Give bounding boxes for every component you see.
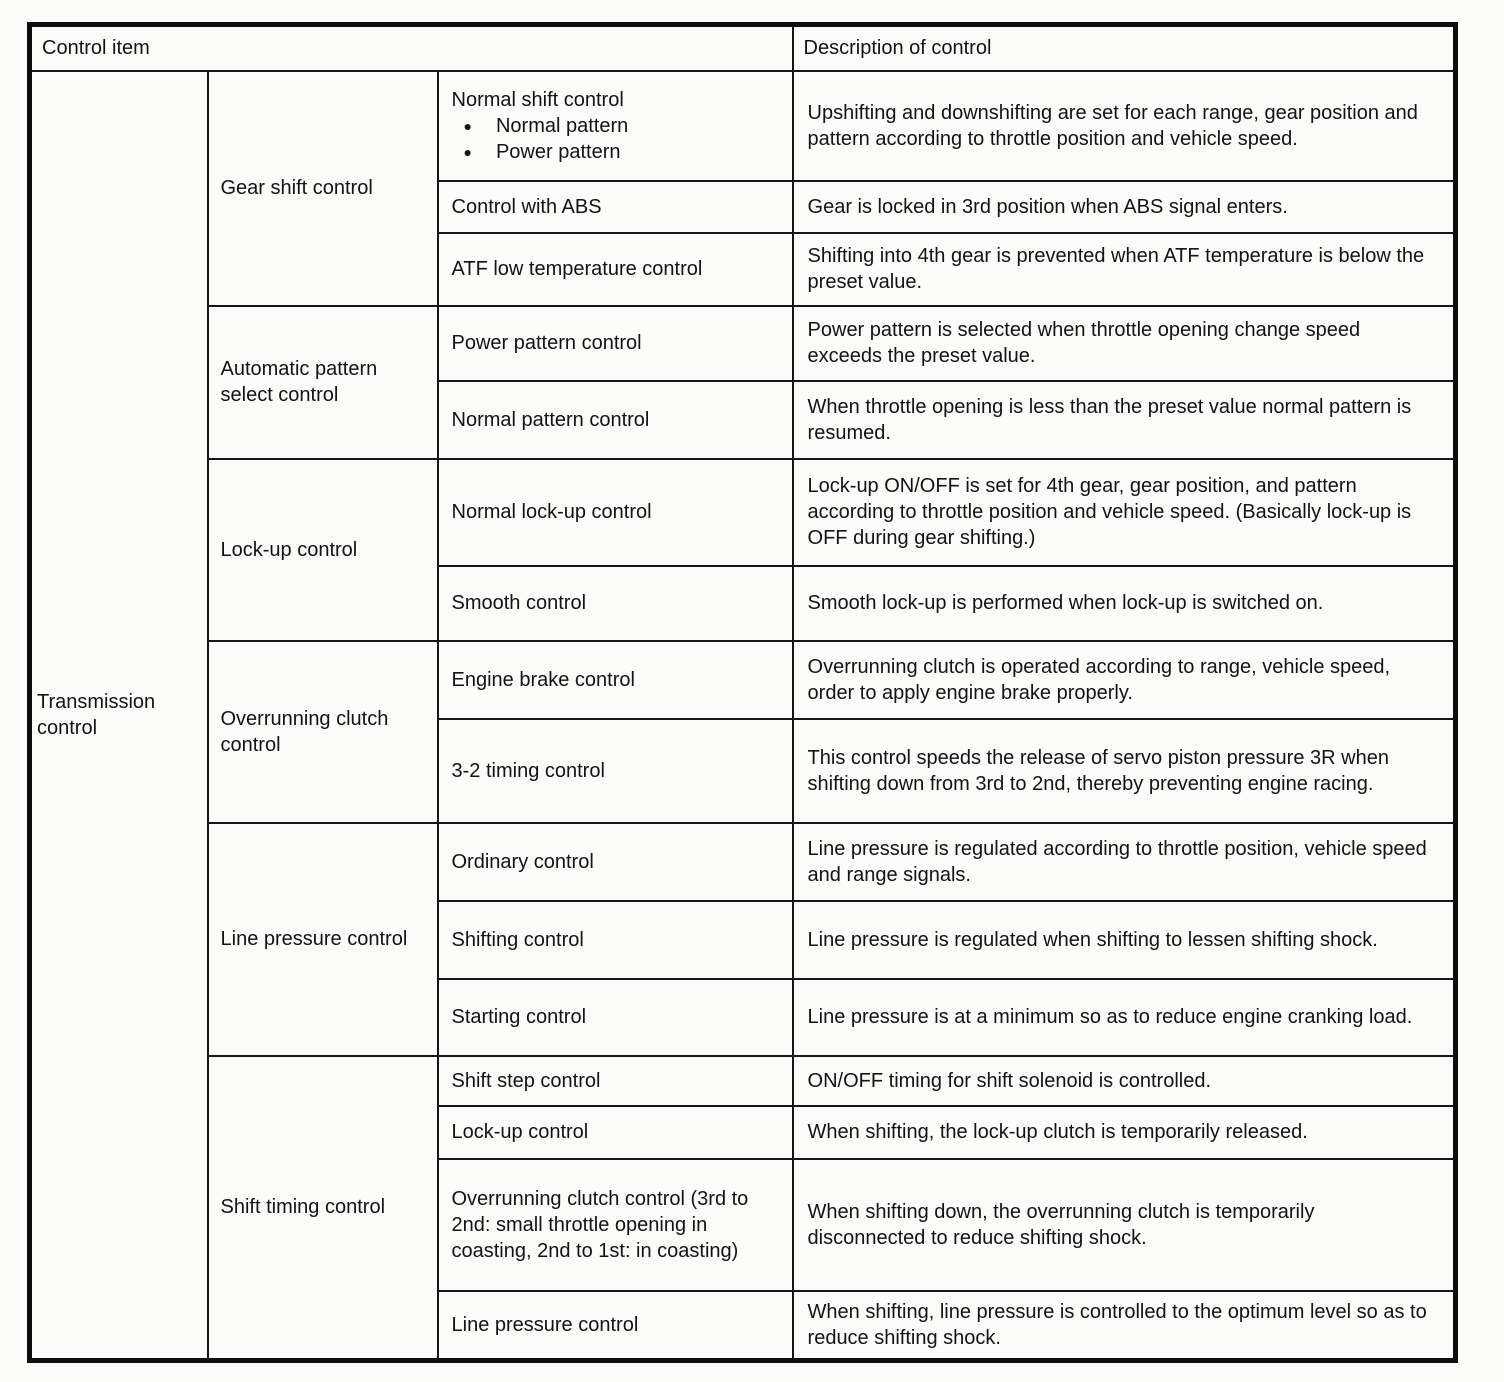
bullet-item-power-pattern [464,139,782,165]
cell-control-lock-up-timing: Lock-up control [438,1106,793,1159]
cell-control-3-2-timing: 3-2 timing control [438,719,793,823]
cell-description: When shifting, the lock-up clutch is temporarily released. [793,1106,1456,1159]
header-description-of-control: Description of control [793,25,1456,71]
header-row [30,25,1456,71]
cell-description: When shifting, line pressure is controlled to the optimum level so as to reduce shifting shock. [793,1291,1456,1361]
table-row [30,641,1456,719]
cell-description: Line pressure is at a minimum so as to reduce engine cranking load. [793,979,1456,1056]
cell-control-normal-pattern: Normal pattern control [438,381,793,459]
table-row [30,823,1456,901]
table-row [30,71,1456,181]
cell-control-shift-step: Shift step control [438,1056,793,1106]
bullet-label: Power pattern [495,140,621,163]
cell-description: Gear is locked in 3rd position when ABS signal enters. [793,181,1456,233]
cell-control-shifting: Shifting control [438,901,793,979]
cell-description: Line pressure is regulated when shifting to lessen shifting shock. [793,901,1456,979]
cell-control-atf-low-temp: ATF low temperature control [438,233,793,306]
cell-group-shift-timing: Shift timing control [208,1056,438,1361]
cell-description: Shifting into 4th gear is prevented when ATF temperature is below the preset value. [793,233,1456,306]
header-control-item: Control item [30,25,793,71]
cell-group-overrunning-clutch: Overrunning clutch control [208,641,438,823]
cell-description: Power pattern is selected when throttle opening change speed exceeds the preset value. [793,306,1456,381]
cell-control-normal-shift [438,71,793,181]
cell-description: ON/OFF timing for shift solenoid is controlled. [793,1056,1456,1106]
cell-control-ordinary: Ordinary control [438,823,793,901]
cell-description: This control speeds the release of servo piston pressure 3R when shifting down from 3rd to 2nd, thereby preventing engine racing. [793,719,1456,823]
cell-group-automatic-pattern-select: Automatic pattern select control [208,306,438,459]
cell-control-line-pressure-timing: Line pressure control [438,1291,793,1361]
cell-control-normal-lock-up: Normal lock-up control [438,459,793,566]
bullet-icon: ● [463,117,472,134]
transmission-control-table [27,22,1458,1363]
cell-description: Smooth lock-up is performed when lock-up is switched on. [793,566,1456,641]
cell-description: When shifting down, the overrunning clutch is temporarily disconnected to reduce shifting shock. [793,1159,1456,1291]
cell-description: When throttle opening is less than the preset value normal pattern is resumed. [793,381,1456,459]
cell-control-abs: Control with ABS [438,181,793,233]
table-row [30,306,1456,381]
cell-transmission-control: Transmission control [30,71,208,1361]
cell-control-engine-brake: Engine brake control [438,641,793,719]
cell-description: Overrunning clutch is operated according to range, vehicle speed, order to apply engine brake properly. [793,641,1456,719]
bullet-item-normal-pattern [464,113,782,139]
bullet-label: Normal pattern [495,114,629,137]
bullet-icon: ● [463,143,472,160]
cell-group-line-pressure: Line pressure control [208,823,438,1056]
cell-description: Lock-up ON/OFF is set for 4th gear, gear position, and pattern according to throttle position and vehicle speed. (Basically lock-up is OFF during gear shifting.) [793,459,1456,566]
cell-control-smooth: Smooth control [438,566,793,641]
control-label: Normal shift control [451,88,624,111]
cell-description: Line pressure is regulated according to throttle position, vehicle speed and range signals. [793,823,1456,901]
cell-group-gear-shift-control: Gear shift control [208,71,438,306]
cell-description: Upshifting and downshifting are set for each range, gear position and pattern according to throttle position and vehicle speed. [793,71,1456,181]
cell-control-starting: Starting control [438,979,793,1056]
cell-control-power-pattern: Power pattern control [438,306,793,381]
cell-group-lock-up-control: Lock-up control [208,459,438,641]
cell-control-overrunning-clutch-timing: Overrunning clutch control (3rd to 2nd: small throttle opening in coasting, 2nd to 1st: in coasting) [438,1159,793,1291]
table-row [30,1056,1456,1106]
table-row [30,459,1456,566]
